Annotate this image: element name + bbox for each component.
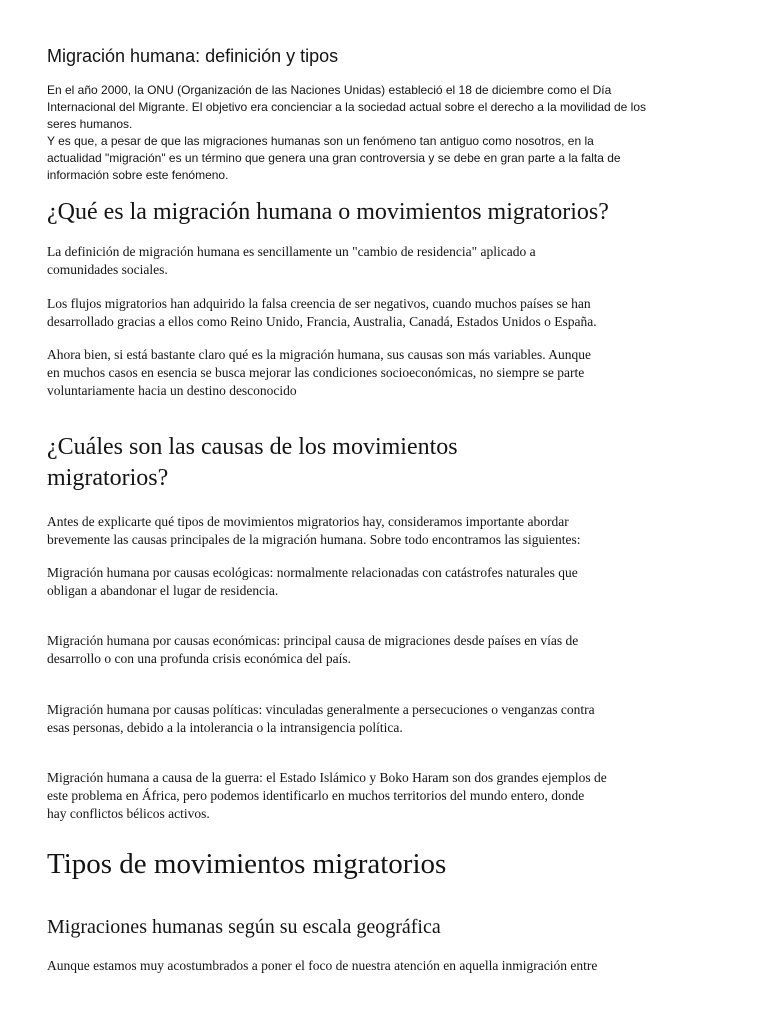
intro-paragraph bbox=[47, 82, 727, 184]
intro-line: Y es que, a pesar de que las migraciones humanas son un fenómeno tan antiguo como nosotros, en la bbox=[47, 134, 594, 148]
section-heading-what-is-migration: ¿Qué es la migración humana o movimientos migratorios? bbox=[47, 199, 609, 225]
paragraph-definition: La definición de migración humana es sencillamente un "cambio de residencia" aplicado a comunidades sociales. bbox=[47, 244, 536, 277]
intro-line: En el año 2000, la ONU (Organización de las Naciones Unidas) estableció el 18 de diciembre como el Día bbox=[47, 83, 612, 97]
paragraph-war-causes: Migración humana a causa de la guerra: el Estado Islámico y Boko Haram son dos grandes ejemplos de este problema en África, pero podemos identificarlo en muchos territorios del mundo entero, donde hay conflictos bélicos activos. bbox=[47, 770, 607, 821]
intro-line: información sobre este fenómeno. bbox=[47, 168, 229, 182]
paragraph-causes-variable: Ahora bien, si está bastante claro qué es la migración humana, sus causas son más variables. Aunque en muchos casos en esencia se busca mejorar las condiciones socioeconómicas, no siempre se parte voluntariamente hacia un destino desconocido bbox=[47, 347, 591, 398]
paragraph-ecological-causes: Migración humana por causas ecológicas: normalmente relacionadas con catástrofes naturales que obligan a abandonar el lugar de residencia. bbox=[47, 565, 578, 598]
paragraph-migratory-flows: Los flujos migratorios han adquirido la falsa creencia de ser negativos, cuando muchos países se han desarrollado gracias a ellos como Reino Unido, Francia, Australia, Canadá, Estados Unidos o España. bbox=[47, 296, 597, 329]
section-heading-causes: ¿Cuáles son las causas de los movimientos migratorios? bbox=[47, 434, 458, 491]
subheading-geographic-scale: Migraciones humanas según su escala geográfica bbox=[47, 916, 441, 938]
section-heading-types: Tipos de movimientos migratorios bbox=[47, 848, 447, 880]
paragraph-geographic-scale: Aunque estamos muy acostumbrados a poner el foco de nuestra atención en aquella inmigración entre bbox=[47, 958, 598, 973]
document-title: Migración humana: definición y tipos bbox=[47, 46, 339, 66]
intro-line: actualidad "migración" es un término que genera una gran controversia y se debe en gran parte a la falta de bbox=[47, 151, 621, 165]
paragraph-economic-causes: Migración humana por causas económicas: principal causa de migraciones desde países en vías de desarrollo o con una profunda crisis económica del país. bbox=[47, 633, 579, 666]
intro-line: seres humanos. bbox=[47, 117, 133, 131]
paragraph-political-causes: Migración humana por causas políticas: vinculadas generalmente a persecuciones o venganzas contra esas personas, debido a la intolerancia o la intransigencia política. bbox=[47, 702, 595, 735]
paragraph-causes-intro: Antes de explicarte qué tipos de movimientos migratorios hay, consideramos importante abordar brevemente las causas principales de la migración humana. Sobre todo encontramos las siguientes: bbox=[47, 514, 581, 547]
intro-line: Internacional del Migrante. El objetivo era concienciar a la sociedad actual sobre el derecho a la movilidad de los bbox=[47, 100, 647, 114]
